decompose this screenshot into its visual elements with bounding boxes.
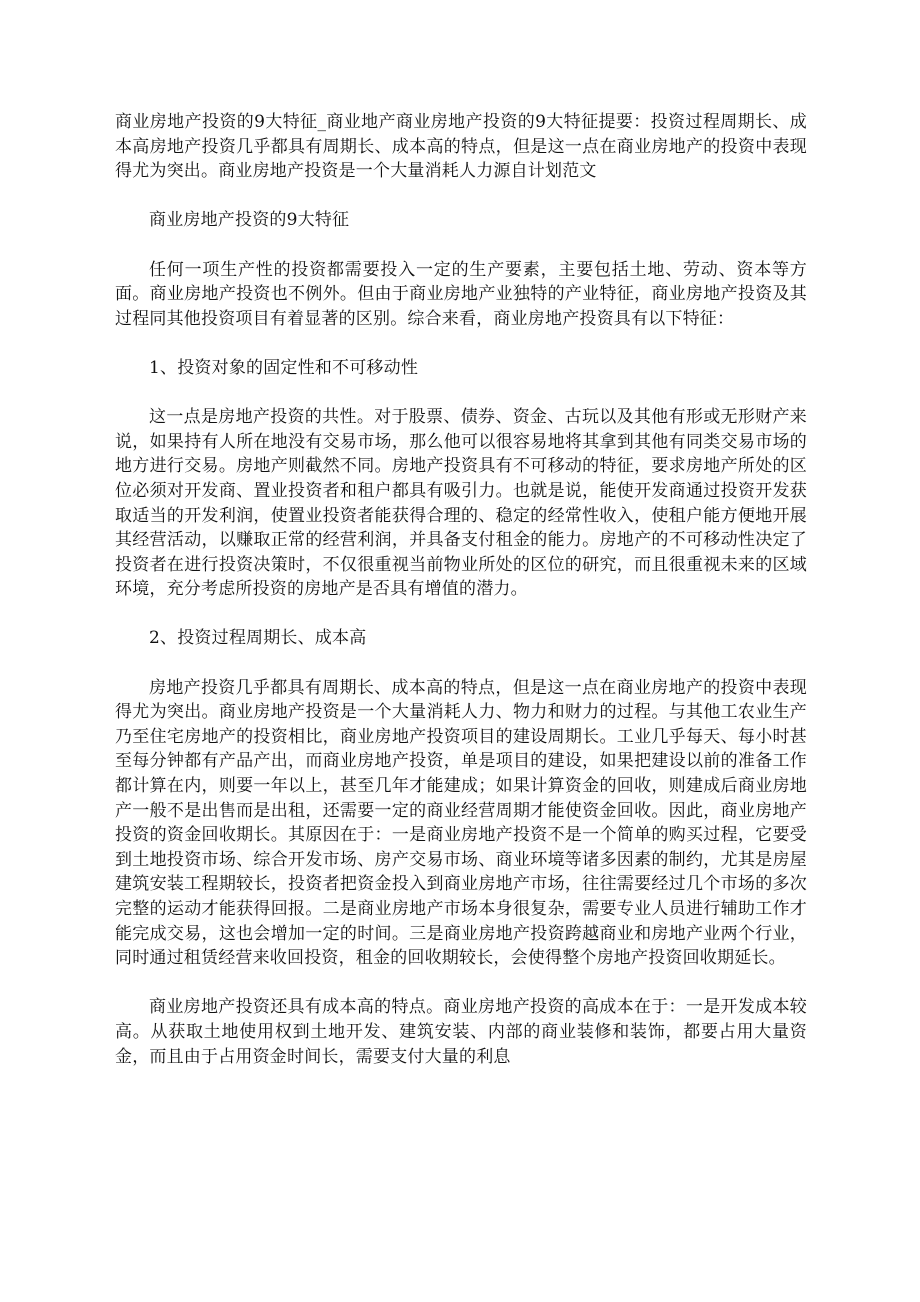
body-paragraph: 商业房地产投资还具有成本高的特点。商业房地产投资的高成本在于：一是开发成本较高。从获取土地使用权到土地开发、建筑安装、内部的商业装修和装饰，都要占用大量资金，而且由于占用资金时间长，需要支付大量的利息	[115, 997, 807, 1067]
body-paragraph: 这一点是房地产投资的共性。对于股票、债券、资金、古玩以及其他有形或无形财产来说，如果持有人所在地没有交易市场，那么他可以很容易地将其拿到其他有同类交易市场的地方进行交易。房地产则截然不同。房地产投资具有不可移动的特征，要求房地产所处的区位必须对开发商、置业投资者和租户都具有吸引力。也就是说，能使开发商通过投资开发获取适当的开发利润，使置业投资者能获得合理的、稳定的经常性收入，使租户能方便地开展其经营活动，以赚取正常的经营利润，并具备支付租金的能力。房地产的不可移动性决定了投资者在进行投资决策时，不仅很重视当前物业所处的区位的研究，而且很重视未来的区域环境，充分考虑所投资的房地产是否具有增值的潜力。	[115, 407, 807, 600]
intro-paragraph: 商业房地产投资的9大特征_商业地产商业房地产投资的9大特征提要：投资过程周期长、成本高房地产投资几乎都具有周期长、成本高的特点，但是这一点在商业房地产的投资中表现得尤为突出。商业房地产投资是一个大量消耗人力源自计划范文	[115, 112, 807, 182]
body-paragraph: 任何一项生产性的投资都需要投入一定的生产要素，主要包括土地、劳动、资本等方面。商业房地产投资也不例外。但由于商业房地产业独特的产业特征，商业房地产投资及其过程同其他投资项目有着显著的区别。综合来看，商业房地产投资具有以下特征：	[115, 259, 807, 329]
section-heading-2: 2、投资过程周期长、成本高	[149, 628, 367, 649]
document-body	[115, 110, 807, 1094]
body-paragraph: 房地产投资几乎都具有周期长、成本高的特点，但是这一点在商业房地产的投资中表现得尤为突出。商业房地产投资是一个大量消耗人力、物力和财力的过程。与其他工农业生产乃至住宅房地产的投资相比，商业房地产投资项目的建设周期长。工业几乎每天、每小时甚至每分钟都有产品产出，而商业房地产投资，单是项目的建设，如果把建设以前的准备工作都计算在内，则要一年以上，甚至几年才能建成；如果计算资金的回收，则建成后商业房地产一般不是出售而是出租，还需要一定的商业经营周期才能使资金回收。因此，商业房地产投资的资金回收期长。其原因在于：一是商业房地产投资不是一个简单的购买过程，它要受到土地投资市场、综合开发市场、房产交易市场、商业环境等诸多因素的制约，尤其是房屋建筑安装工程期较长，投资者把资金投入到商业房地产市场，往往需要经过几个市场的多次完整的运动才能获得回报。二是商业房地产市场本身很复杂，需要专业人员进行辅助工作才能完成交易，这也会增加一定的时间。三是商业房地产投资跨越商业和房地产业两个行业，同时通过租赁经营来收回投资，租金的回收期较长，会使得整个房地产投资回收期延长。	[115, 677, 807, 969]
section-title: 商业房地产投资的9大特征	[149, 210, 350, 231]
section-heading-1: 1、投资对象的固定性和不可移动性	[149, 357, 419, 378]
